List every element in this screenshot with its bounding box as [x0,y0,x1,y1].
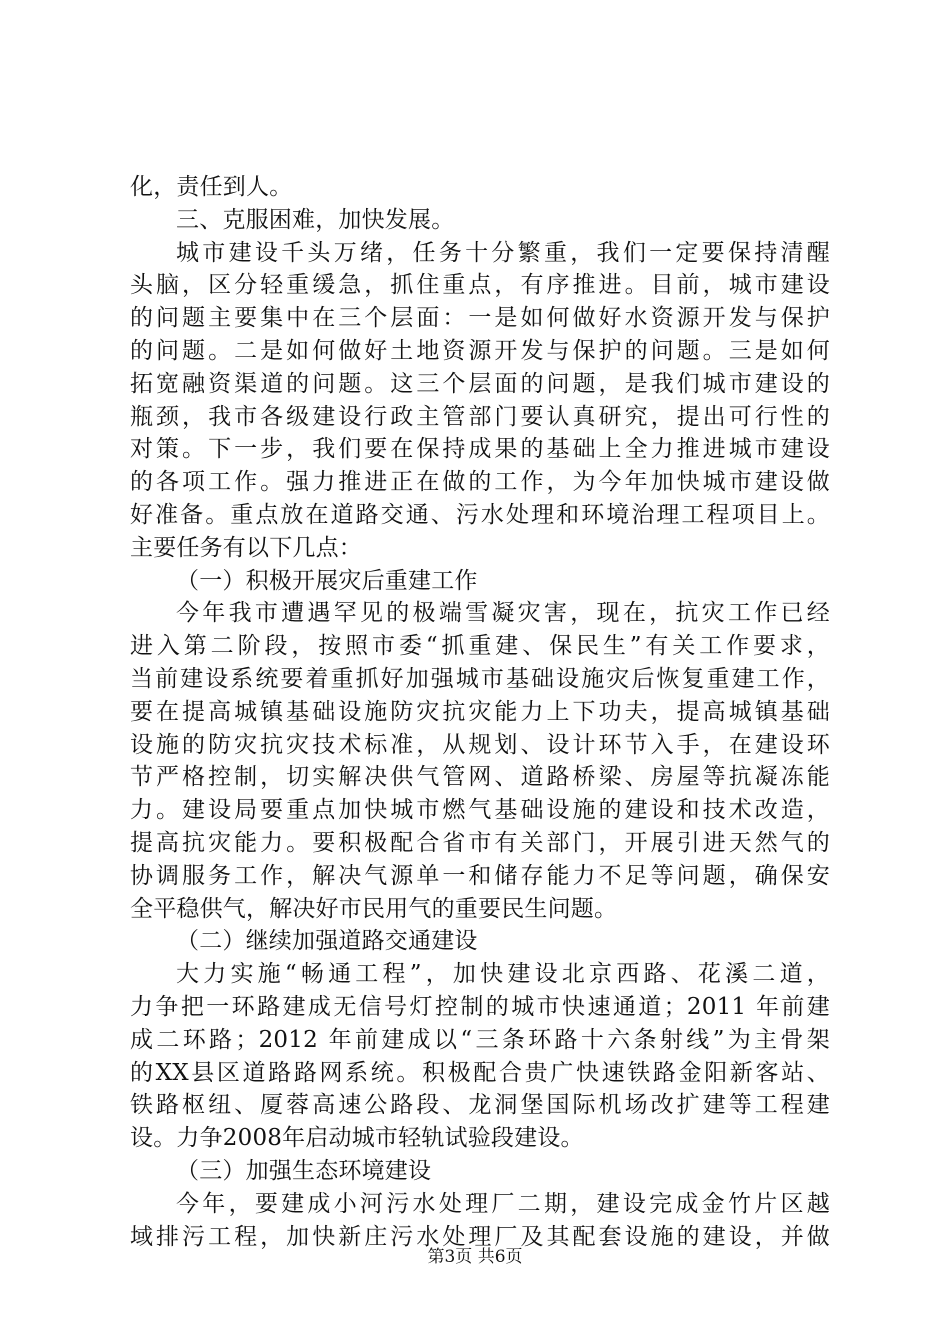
page-footer: 第3页 共6页 [427,1247,523,1267]
text-line: 设。力争2008年启动城市轻轨试验段建设。 [130,1125,584,1152]
text-line: 全平稳供气，解决好市民用气的重要民生问题。 [130,895,618,922]
section-heading: 三、克服困难，加快发展。 [176,206,455,233]
text-line: 铁路枢纽、厦蓉高速公路段、龙洞堡国际机场改扩建等工程建 [130,1092,830,1119]
text-line: 进入第二阶段，按照市委“抓重建、保民生”有关工作要求， [130,633,830,660]
text-line: 好准备。重点放在道路交通、污水处理和环境治理工程项目上。 [130,501,830,528]
text-line: 头脑，区分轻重缓急，抓住重点，有序推进。目前，城市建设 [130,272,830,299]
section-heading: （三）加强生态环境建设 [176,1157,432,1184]
text-line: 要在提高城镇基础设施防灾抗灾能力上下功夫，提高城镇基础 [130,698,830,725]
text-line: 今年，要建成小河污水处理厂二期，建设完成金竹片区越 [176,1190,830,1217]
text-line: 当前建设系统要着重抓好加强城市基础设施灾后恢复重建工作， [130,665,830,692]
text-line: 主要任务有以下几点： [130,534,362,561]
text-line: 化，责任到人。 [130,174,293,200]
section-heading: （二）继续加强道路交通建设 [176,928,478,955]
text-line: 成二环路；2012 年前建成以“三条环路十六条射线”为主骨架 [130,1026,830,1053]
text-line: 的问题主要集中在三个层面：一是如何做好水资源开发与保护 [130,305,830,332]
text-line: 对策。下一步，我们要在保持成果的基础上全力推进城市建设 [130,436,830,463]
text-line: 的问题。二是如何做好土地资源开发与保护的问题。三是如何 [130,337,830,364]
text-line: 节严格控制，切实解决供气管网、道路桥梁、房屋等抗凝冻能 [130,764,830,791]
text-line: 协调服务工作，解决气源单一和储存能力不足等问题，确保安 [130,862,830,889]
text-line: 域排污工程，加快新庄污水处理厂及其配套设施的建设，并做 [130,1223,830,1250]
body-text [130,171,830,1253]
text-line: 力。建设局要重点加快城市燃气基础设施的建设和技术改造， [130,797,830,824]
text-line: 瓶颈，我市各级建设行政主管部门要认真研究，提出可行性的 [130,403,830,430]
text-line: 力争把一环路建成无信号灯控制的城市快速通道；2011 年前建 [130,993,830,1020]
text-line: 大力实施“畅通工程”，加快建设北京西路、花溪二道， [176,961,830,988]
text-line: 的XX县区道路路网系统。积极配合贵广快速铁路金阳新客站、 [130,1059,830,1086]
text-line: 的各项工作。强力推进正在做的工作，为今年加快城市建设做 [130,469,830,496]
text-line: 拓宽融资渠道的问题。这三个层面的问题，是我们城市建设的 [130,370,830,397]
text-line: 城市建设千头万绪，任务十分繁重，我们一定要保持清醒 [176,239,830,266]
section-heading: （一）积极开展灾后重建工作 [176,567,478,594]
text-line: 今年我市遭遇罕见的极端雪凝灾害，现在，抗灾工作已经 [176,600,830,627]
text-line: 提高抗灾能力。要积极配合省市有关部门，开展引进天然气的 [130,829,830,856]
text-line: 设施的防灾抗灾技术标准，从规划、设计环节入手，在建设环 [130,731,830,758]
